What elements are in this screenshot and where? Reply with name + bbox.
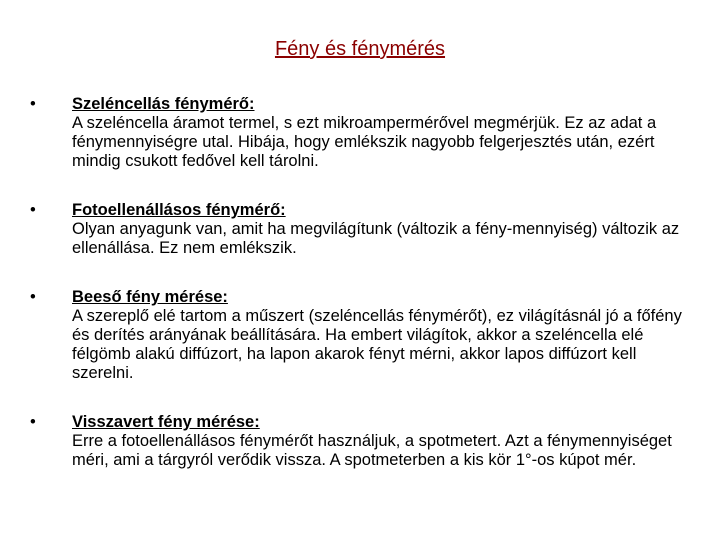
bullet-icon: • [30, 288, 36, 306]
bullet-icon: • [30, 95, 36, 113]
bullet-heading: Szeléncellás fénymérő: [72, 95, 255, 113]
bullet-body: A szeléncella áramot termel, s ezt mikroampermérővel megmérjük. Ez az adat a fénymennyiségre utal. Hibája, hogy emlékszik nagyobb felgerjesztés után, ezért mindig csukott fedővel kell tárolni. [72, 114, 657, 170]
bullet-item [30, 288, 690, 383]
bullet-heading: Fotoellenállásos fénymérő: [72, 201, 286, 219]
bullet-heading: Beeső fény mérése: [72, 288, 228, 306]
bullet-item [30, 95, 690, 171]
bullet-list [30, 95, 690, 500]
bullet-item [30, 201, 690, 258]
bullet-body: A szereplő elé tartom a műszert (szeléncellás fénymérőt), ez világításnál jó a főfény és derítés arányának beállítására. Ha embert világítok, akkor a szeléncella elé félgömb alakú diffúzort, ha lapon akarok fényt mérni, akkor lapos diffúzort kell szerelni. [72, 307, 682, 382]
bullet-heading: Visszavert fény mérése: [72, 413, 260, 431]
bullet-body: Erre a fotoellenállásos fénymérőt használjuk, a spotmetert. Azt a fénymennyiséget méri, ami a tárgyról verődik vissza. A spotmeterben a kis kör 1°-os kúpot mér. [72, 432, 672, 469]
bullet-icon: • [30, 413, 36, 431]
bullet-body: Olyan anyagunk van, amit ha megvilágítunk (változik a fény-mennyiség) változik az ellenállása. Ez nem emlékszik. [72, 220, 680, 257]
bullet-icon: • [30, 201, 36, 219]
bullet-item [30, 413, 690, 470]
slide-title: Fény és fénymérés [274, 38, 446, 60]
